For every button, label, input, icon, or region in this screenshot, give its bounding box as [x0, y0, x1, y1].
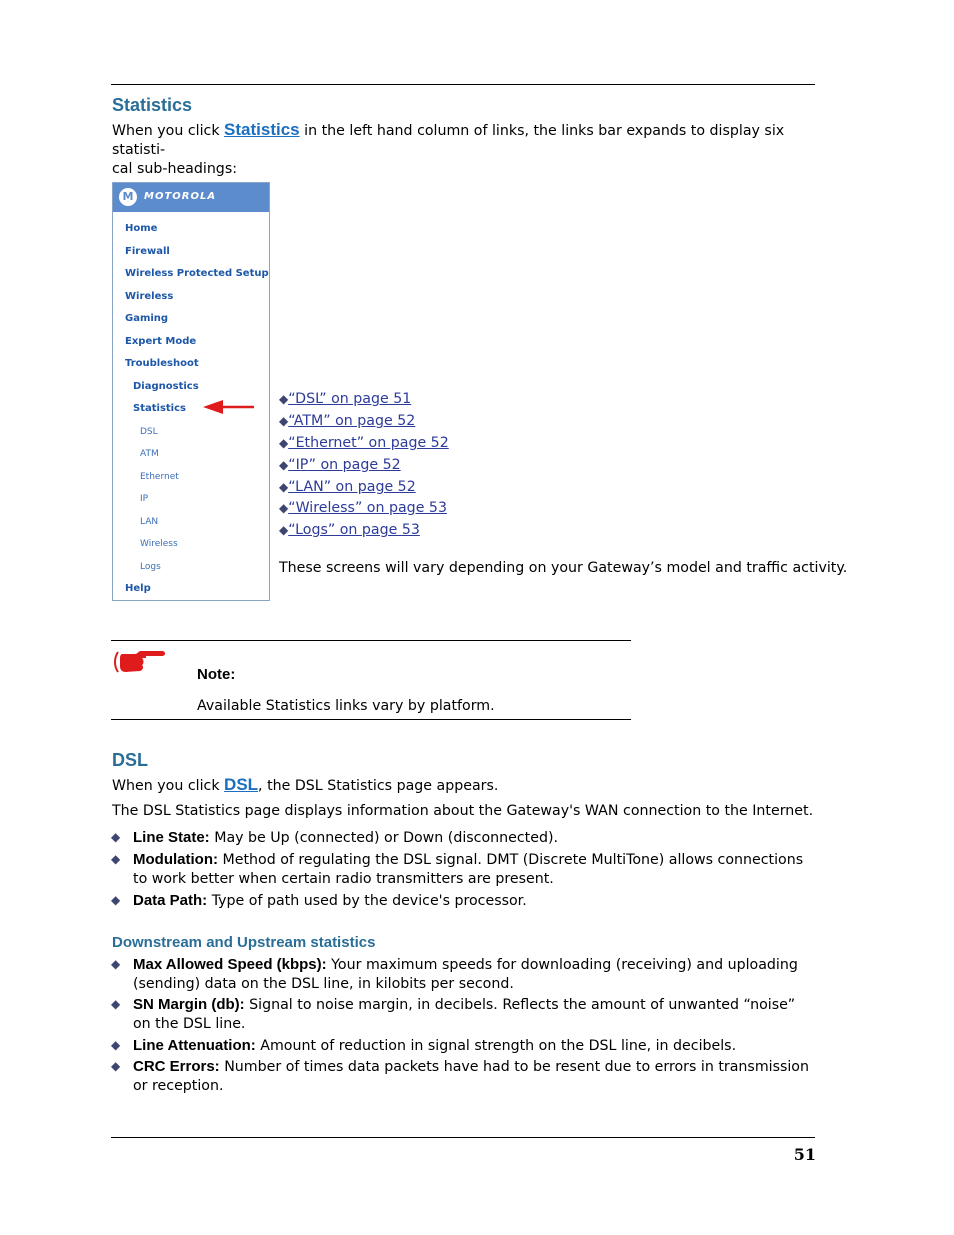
nav-item-expert-mode[interactable]: Expert Mode — [125, 336, 197, 347]
nav-header — [113, 183, 269, 212]
nav-item-home[interactable]: Home — [125, 223, 158, 234]
xref-lan[interactable]: “LAN” on page 52 — [288, 479, 416, 495]
statistics-intro: When you click Statistics in the left hand column of links, the links bar expands to display six statisti- cal sub-headings: — [112, 120, 785, 177]
bullet-diamond-icon: ◆ — [111, 997, 121, 1011]
brand-name: MOTOROLA — [144, 191, 217, 202]
dsl-link[interactable]: DSL — [224, 775, 259, 794]
nav-sub-dsl[interactable]: DSL — [140, 427, 158, 437]
nav-item-troubleshoot[interactable]: Troubleshoot — [125, 358, 199, 369]
xref-item: ◆“Wireless” on page 53 — [279, 500, 447, 516]
xref-item: ◆“DSL” on page 51 — [279, 391, 412, 407]
nav-sub-ip[interactable]: IP — [140, 494, 149, 504]
dsl-intro: When you click DSL, the DSL Statistics page appears. — [112, 775, 499, 794]
nav-sub-logs[interactable]: Logs — [140, 562, 161, 572]
bullet-diamond-icon: ◆ — [111, 830, 121, 844]
nav-item-wireless[interactable]: Wireless — [125, 291, 174, 302]
nav-sub-lan[interactable]: LAN — [140, 517, 159, 527]
motorola-logo-icon: M — [119, 188, 137, 206]
note-title: Note: — [197, 666, 236, 683]
footer-rule — [111, 1137, 815, 1138]
xref-ip[interactable]: “IP” on page 52 — [288, 457, 401, 473]
xref-dsl[interactable]: “DSL” on page 51 — [288, 391, 412, 407]
nav-item-statistics[interactable]: Statistics — [133, 403, 186, 414]
xref-wireless[interactable]: “Wireless” on page 53 — [288, 500, 447, 516]
xref-ethernet[interactable]: “Ethernet” on page 52 — [288, 435, 449, 451]
nav-item-firewall[interactable]: Firewall — [125, 246, 170, 257]
xref-atm[interactable]: “ATM” on page 52 — [288, 413, 416, 429]
nav-item-help[interactable]: Help — [125, 583, 151, 594]
note-bottom-rule — [111, 719, 631, 720]
bullet-diamond-icon: ◆ — [111, 1038, 121, 1052]
xref-item: ◆“LAN” on page 52 — [279, 479, 416, 495]
vary-note: These screens will vary depending on your Gateway’s model and traffic activity. — [279, 560, 848, 576]
xref-item: ◆“Ethernet” on page 52 — [279, 435, 449, 451]
xref-item: ◆“Logs” on page 53 — [279, 522, 420, 538]
nav-item-diagnostics[interactable]: Diagnostics — [133, 381, 199, 392]
statistics-heading: Statistics — [112, 95, 193, 115]
downstream-heading: Downstream and Upstream statistics — [112, 934, 376, 951]
nav-sub-atm[interactable]: ATM — [140, 449, 159, 459]
note-text: Available Statistics links vary by platform. — [197, 698, 495, 714]
top-rule — [111, 84, 815, 85]
motorola-nav-screenshot — [112, 182, 270, 601]
dsl-paragraph: The DSL Statistics page displays information about the Gateway's WAN connection to the Internet. — [112, 803, 814, 819]
bullet-diamond-icon: ◆ — [111, 957, 121, 971]
page-number: 51 — [793, 1145, 816, 1164]
xref-item: ◆“ATM” on page 52 — [279, 413, 416, 429]
nav-item-gaming[interactable]: Gaming — [125, 313, 169, 324]
pointing-hand-icon — [112, 646, 166, 676]
nav-item-wps[interactable]: Wireless Protected Setup — [125, 268, 269, 279]
red-arrow-icon — [203, 399, 257, 415]
note-top-rule — [111, 640, 631, 641]
nav-sub-ethernet[interactable]: Ethernet — [140, 472, 179, 482]
bullet-diamond-icon: ◆ — [111, 1059, 121, 1073]
xref-item: ◆“IP” on page 52 — [279, 457, 401, 473]
dsl-heading: DSL — [112, 750, 148, 770]
nav-sub-wireless[interactable]: Wireless — [140, 539, 178, 549]
xref-logs[interactable]: “Logs” on page 53 — [288, 522, 420, 538]
bullet-diamond-icon: ◆ — [111, 852, 121, 866]
statistics-link[interactable]: Statistics — [224, 120, 300, 139]
bullet-diamond-icon: ◆ — [111, 893, 121, 907]
